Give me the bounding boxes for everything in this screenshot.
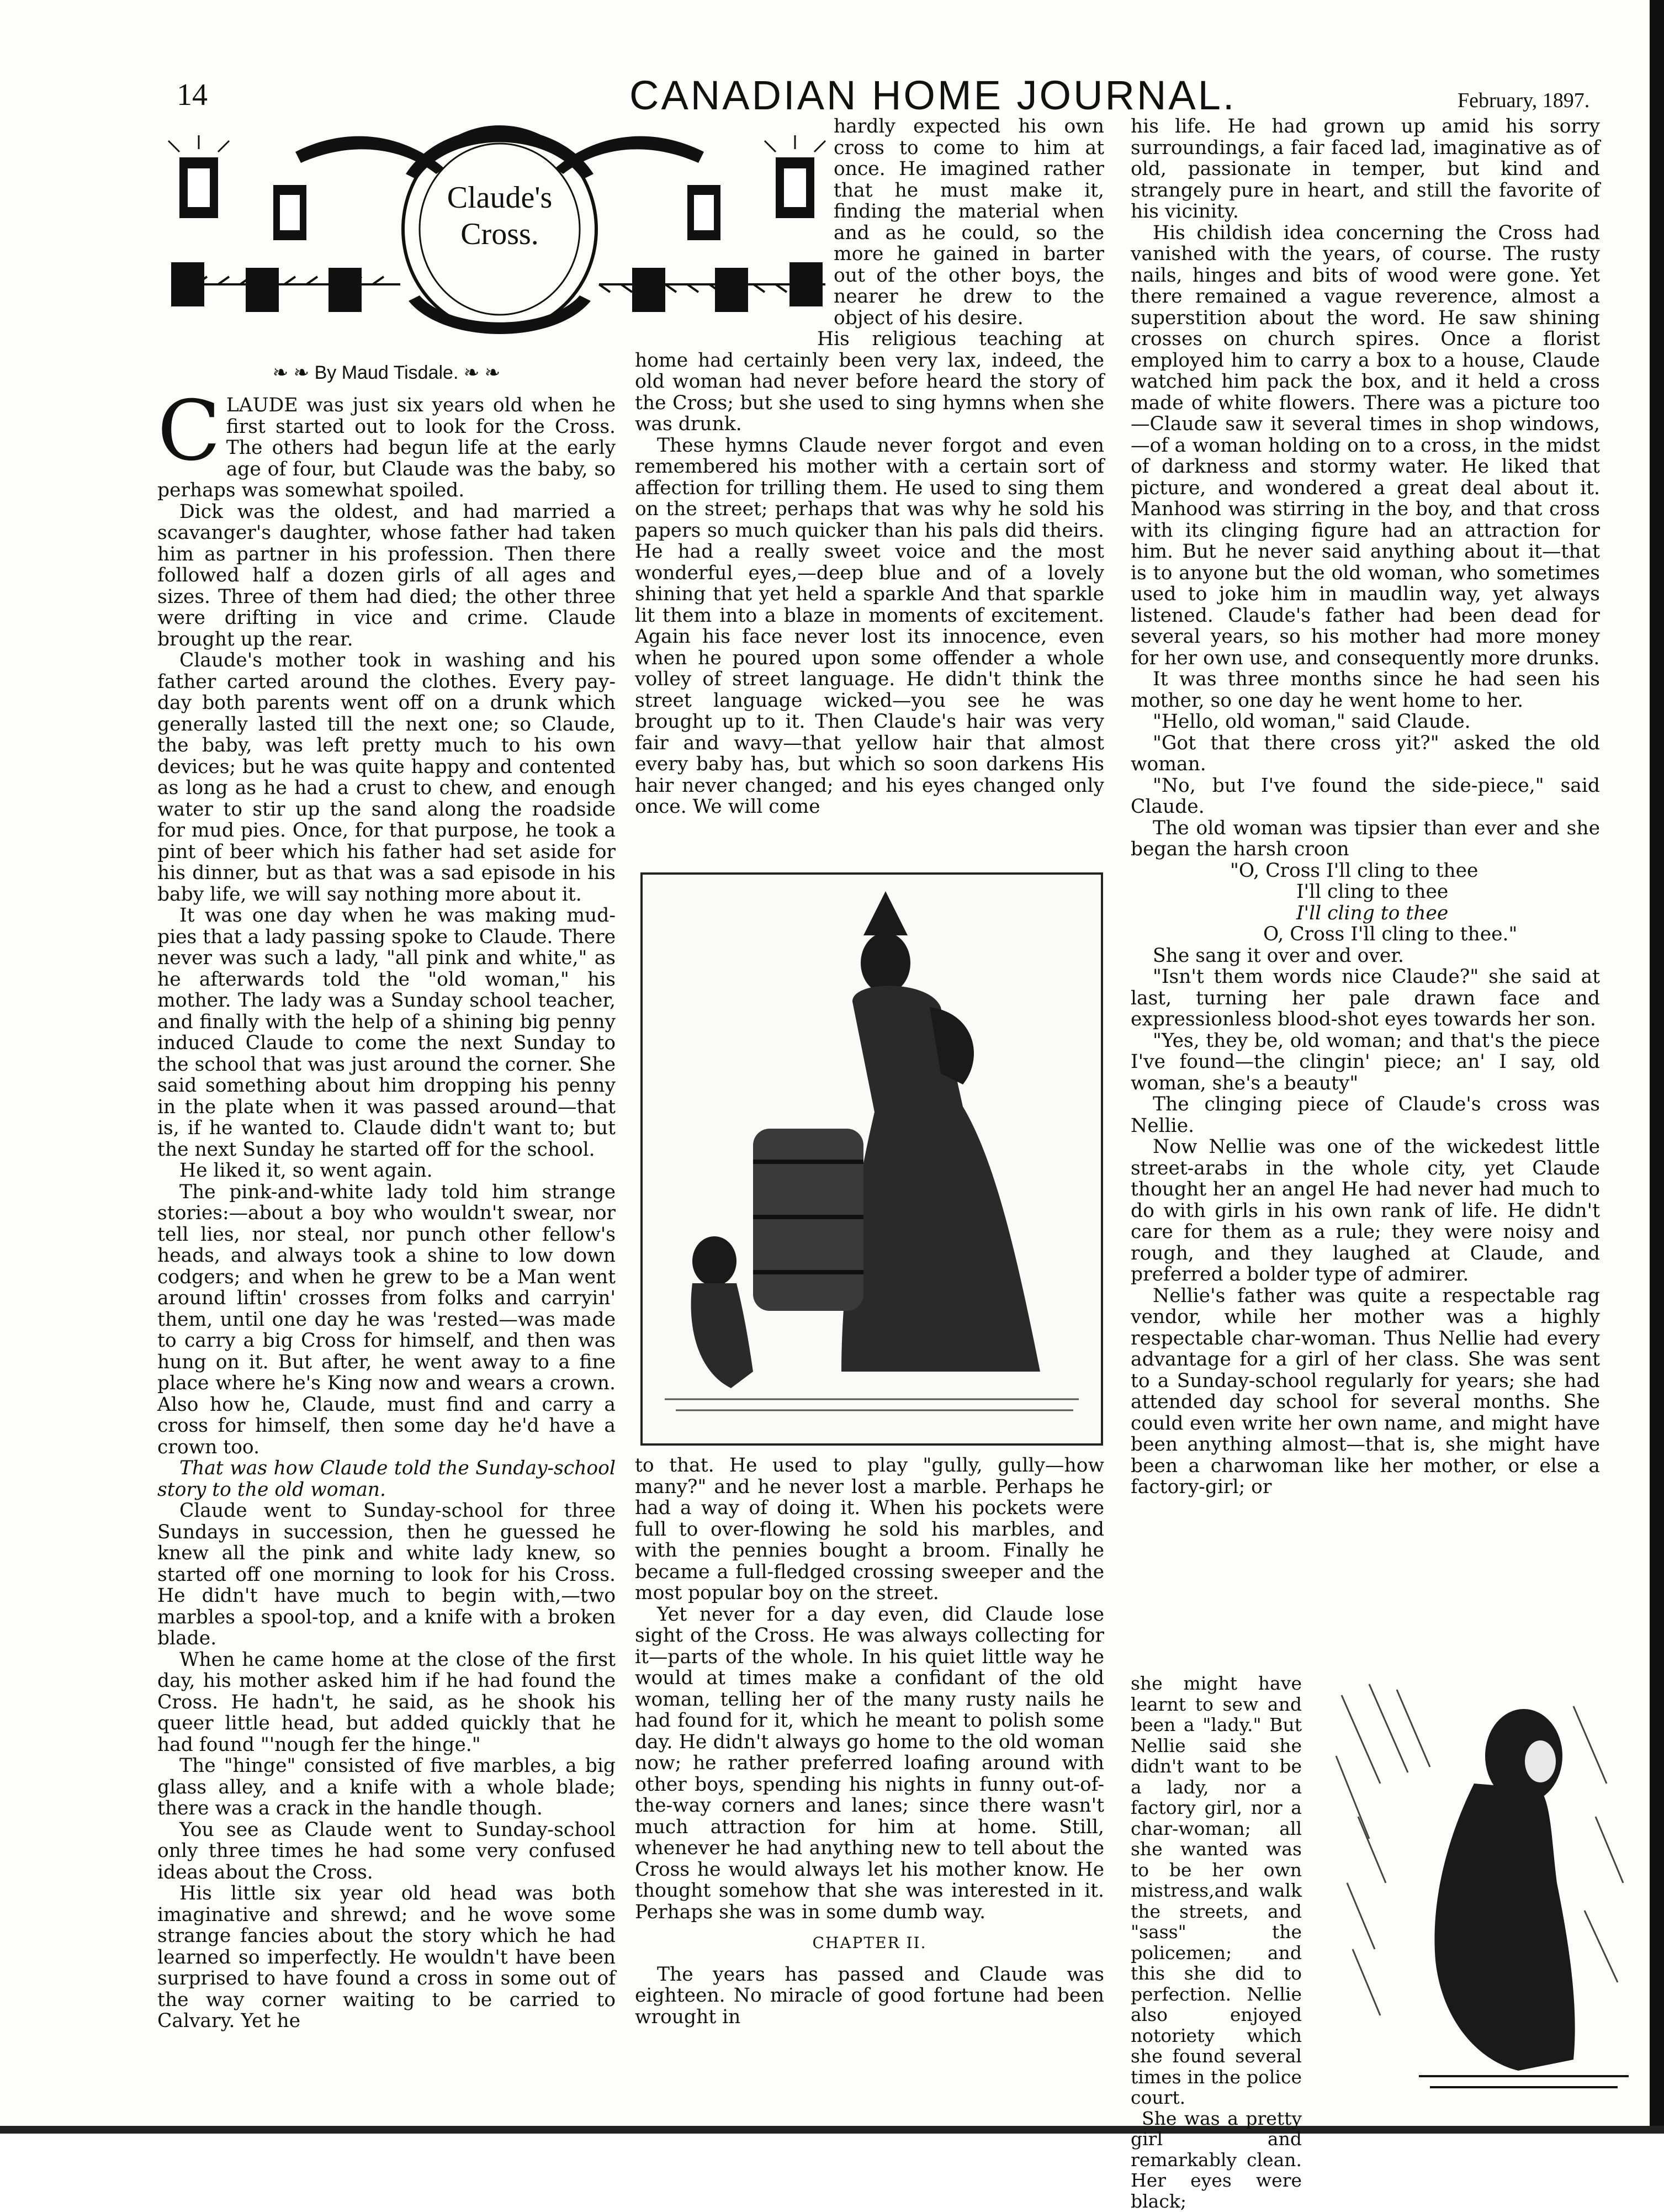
paragraph: These hymns Claude never forgot and even remembered his mother with a certain sort of affection for trilling them. He used to sing them on the street; perhaps that was why he sold his papers so much quicker than his pals did theirs. He had a really sweet voice and the most wonderful eyes,—deep blue and of a lovely shining that yet held a sparkle And that sparkle lit them into a blaze in moments of excitement. Again his face never lost its innocence, even when he poured upon some offender a whole volley of street language. He didn't think the street language wicked—you see he was brought up to it. Then Claude's hair was very fair and wavy—that yellow hair that almost every baby has, but which so soon darkens His hair never changed; and his eyes changed only once. We will come (635, 434, 1104, 818)
verse-line: "O, Cross I'll cling to thee (1230, 859, 1478, 882)
author-byline: By Maud Tisdale. (314, 362, 459, 383)
paragraph: CLAUDE was just six years old when he first started out to look for the Cross. The others had begun life at the early age of four, but Claude was the baby, so perhaps was somewhat spoiled. (157, 383, 616, 501)
leaf-ornament-icon: ❧ ❧ (463, 362, 501, 383)
paragraph: Claude went to Sunday-school for three Sundays in succession, then he guessed he knew all the pink and white lady knew, so started off one morning to look for his Cross. He didn't have much to begin with,—two marbles a spool-top, and a knife with a broken blade. (157, 1500, 616, 1649)
paragraph: The years has passed and Claude was eighteen. No miracle of good fortune had been wrought in (635, 1963, 1104, 2028)
story-title-line2: Cross. (460, 217, 539, 251)
paragraph: She was a pretty girl and remarkably clean. Her eyes were black; (1131, 2107, 1302, 2212)
scan-edge-bottom (0, 2126, 1664, 2134)
paragraph: "Got that there cross yit?" asked the old woman. (1131, 732, 1600, 775)
hunched-woman-icon (1319, 1673, 1640, 2098)
verse-line: I'll cling to thee (1296, 902, 1449, 924)
column-3 (1131, 116, 1600, 1498)
page-number: 14 (177, 78, 208, 112)
paragraph: The old woman was tipsier than ever and she began the harsh croon (1131, 817, 1600, 860)
column-2-top (635, 116, 1104, 818)
drop-cap: C (157, 383, 221, 479)
chapter-heading: CHAPTER II. (812, 1934, 927, 1952)
paragraph: That was how Claude told the Sunday-school story to the old woman. (157, 1457, 616, 1501)
woman-with-barrel-icon (643, 875, 1101, 1443)
journal-title: CANADIAN HOME JOURNAL. (629, 72, 1237, 118)
story-title-line1: Claude's (447, 181, 553, 215)
paragraph: When he came home at the close of the first day, his mother asked him if he had found the Cross. He hadn't, he said, as he shook his queer little head, but added quickly that he had found "'nough fer the hinge." (157, 1648, 616, 1756)
column-3-narrow (1131, 1673, 1302, 2211)
paragraph: His religious teaching at home had certainly been very lax, indeed, the old woman had never before heard the story of the Cross; but she used to sing hymns when she was drunk. (635, 328, 1104, 435)
paragraph: The "hinge" consisted of five marbles, a big glass alley, and a knife with a whole blade; there was a crack in the handle though. (157, 1755, 616, 1819)
hymn-verse (1131, 860, 1600, 945)
paragraph: his life. He had grown up amid his sorry surroundings, a fair faced lad, imaginative as of old, passionate in temper, but kind and strangely pure in heart, and still the favorite of his vicinity. (1131, 115, 1600, 223)
issue-date: February, 1897. (1458, 89, 1590, 112)
paragraph: "Yes, they be, old woman; and that's the piece I've found—the clingin' piece; an' I say, old woman, she's a beauty" (1131, 1029, 1600, 1094)
paragraph: It was one day when he was making mud-pies that a lady passing spoke to Claude. There never was such a lady, "all pink and white," as he afterwards told the "old woman," his mother. The lady was a Sunday school teacher, and finally with the help of a shining big penny induced Claude to come the next Sunday to the school that was just around the corner. She said something about him dropping his penny in the plate when it was passed around—that is, if he wanted to. Claude didn't want to; but the next Sunday he started off for the school. (157, 904, 616, 1161)
paragraph: she might have learnt to sew and been a "lady." But Nellie said she didn't want to be a lady, nor a factory girl, nor a char-woman; all she wanted was to be her own mistress,and walk the streets, and "sass" the policemen; and this she did to perfection. Nellie also enjoyed notoriety which she found several times in the police court. (1131, 1673, 1302, 2108)
paragraph: to that. He used to play "gully, gully—how many?" and he never lost a marble. Perhaps he had a way of doing it. When his pockets were full to over-flowing he sold his marbles, and with the pennies bought a broom. Finally he became a full-fledged crossing sweeper and the most popular boy on the street. (635, 1454, 1104, 1604)
paragraph: hardly expected his own cross to come to him at once. He imagined rather that he must make it, finding the material when and as he could, so the more he gained in barter out of the other boys, the nearer he drew to the object of his desire. (834, 115, 1104, 329)
story-title (444, 179, 555, 252)
paragraph: Yet never for a day even, did Claude lose sight of the Cross. He was always collecting for it—parts of the whole. In his quiet little way he would at times make a confidant of the old woman, telling her of the many rusty nails he had found for it, which he meant to polish some day. He didn't always go home to the old woman now; he rather preferred loafing around with other boys, spending his nights in funny out-of-the-way corners and lanes; since there wasn't much attraction for him at home. Still, whenever he had anything new to tell about the Cross he would always let his mother know. He thought somehow that she was interested in it. Perhaps she was in some dumb way. (635, 1603, 1104, 1923)
byline (157, 362, 616, 384)
column-2-narrow (834, 116, 1104, 329)
paragraph: His little six year old head was both imaginative and shrewd; and he wove some strange fancies about the story which he had learned so imperfectly. He wouldn't have been surprised to have found a cross in some out of the way corner waiting to be carried to Calvary. Yet he (157, 1882, 616, 2032)
paragraph: Dick was the oldest, and had married a scavanger's daughter, whose father had taken him as partner in his profession. Then there followed half a dozen girls of all ages and sizes. Three of them had died; the other three were drifting in vice and crime. Claude brought up the rear. (157, 500, 616, 650)
paragraph: The clinging piece of Claude's cross was Nellie. (1131, 1093, 1600, 1137)
paragraph: Nellie's father was quite a respectable rag vendor, while her mother was a highly respectable char-woman. Thus Nellie had every advantage for a girl of her class. She was sent to a Sunday-school regularly for years; she had attended day school for several months. She could even write her own name, and might have been anything almost—that is, she might have been a charwoman like her mother, or else a factory-girl; or (1131, 1284, 1600, 1498)
leaf-ornament-icon: ❧ ❧ (272, 362, 315, 383)
paragraph: It was three months since he had seen his mother, so one day he went home to her. (1131, 668, 1600, 712)
column-2-bottom (635, 1455, 1104, 2028)
scan-edge-right (1650, 0, 1664, 2134)
illustration-woman-in-rain (1319, 1673, 1640, 2098)
paragraph: You see as Claude went to Sunday-school only three times he had some very confused ideas about the Cross. (157, 1818, 616, 1883)
paragraph: The pink-and-white lady told him strange stories:—about a boy who wouldn't swear, nor tell lies, nor steal, nor punch other fellow's heads, and always took a shine to low down codgers; and when he grew to be a Man went around liftin' crosses from folks and carryin' them, until one day he was 'rested—was made to carry a big Cross for himself, and then was hung on it. But after, he went away to a fine place where he's King now and wears a crown. Also how he, Claude, must find and carry a cross for himself, then some day he'd have a crown too. (157, 1181, 616, 1458)
paragraph: She sang it over and over. (1153, 944, 1404, 967)
verse-line: O, Cross I'll cling to thee." (1263, 923, 1518, 945)
illustration-woman-and-boy (640, 872, 1103, 1446)
column-1 (157, 383, 616, 2032)
paragraph: His childish idea concerning the Cross had vanished with the years, of course. The rusty nails, hinges and bits of wood were gone. Yet there remained a vague reverence, almost a superstition about the word. He saw shining crosses on church spires. Once a florist employed him to carry a box to a house, Claude watched him pack the box, and it held a cross made of white flowers. There was a picture too—Claude saw it several times in shop windows,—of a woman holding on to a cross, in the midst of darkness and stormy water. He liked that picture, and wondered a great deal about it. Manhood was stirring in the boy, and that cross with its clinging figure had an attraction for him. But he never said anything about it—that is to anyone but the old woman, who sometimes used to joke him in maudlin way, yet always listened. Claude's father had been dead for several years, so his mother had more money for her own use, and consequently more drunks. (1131, 221, 1600, 669)
paragraph: "No, but I've found the side-piece," said Claude. (1131, 774, 1600, 818)
verse-line: I'll cling to thee (1296, 881, 1449, 903)
paragraph: "Hello, old woman," said Claude. (1153, 711, 1471, 733)
paragraph: Claude's mother took in washing and his father carted around the clothes. Every pay-day both parents went off on a drunk which generally lasted till the next one; so Claude, the baby, was left pretty much to his own devices; but he was quite happy and contented as long as he had a crust to chew, and enough water to stir up the sand along the roadside for mud pies. Once, for that purpose, he took a pint of beer which his father had set aside for his dinner, but as that was a sad episode in his baby life, we will say nothing more about it. (157, 649, 616, 906)
paragraph: He liked it, so went again. (179, 1160, 433, 1182)
paragraph: Now Nellie was one of the wickedest little street-arabs in the whole city, yet Claude thought her an angel He had never had much to do with girls in his own rank of life. He didn't care for them as a rule; they were noisy and rough, and they laughed at Claude, and preferred a bolder type of admirer. (1131, 1136, 1600, 1285)
paragraph: "Isn't them words nice Claude?" she said at last, turning her pale drawn face and expressionless blood-shot eyes towards her son. (1131, 966, 1600, 1030)
